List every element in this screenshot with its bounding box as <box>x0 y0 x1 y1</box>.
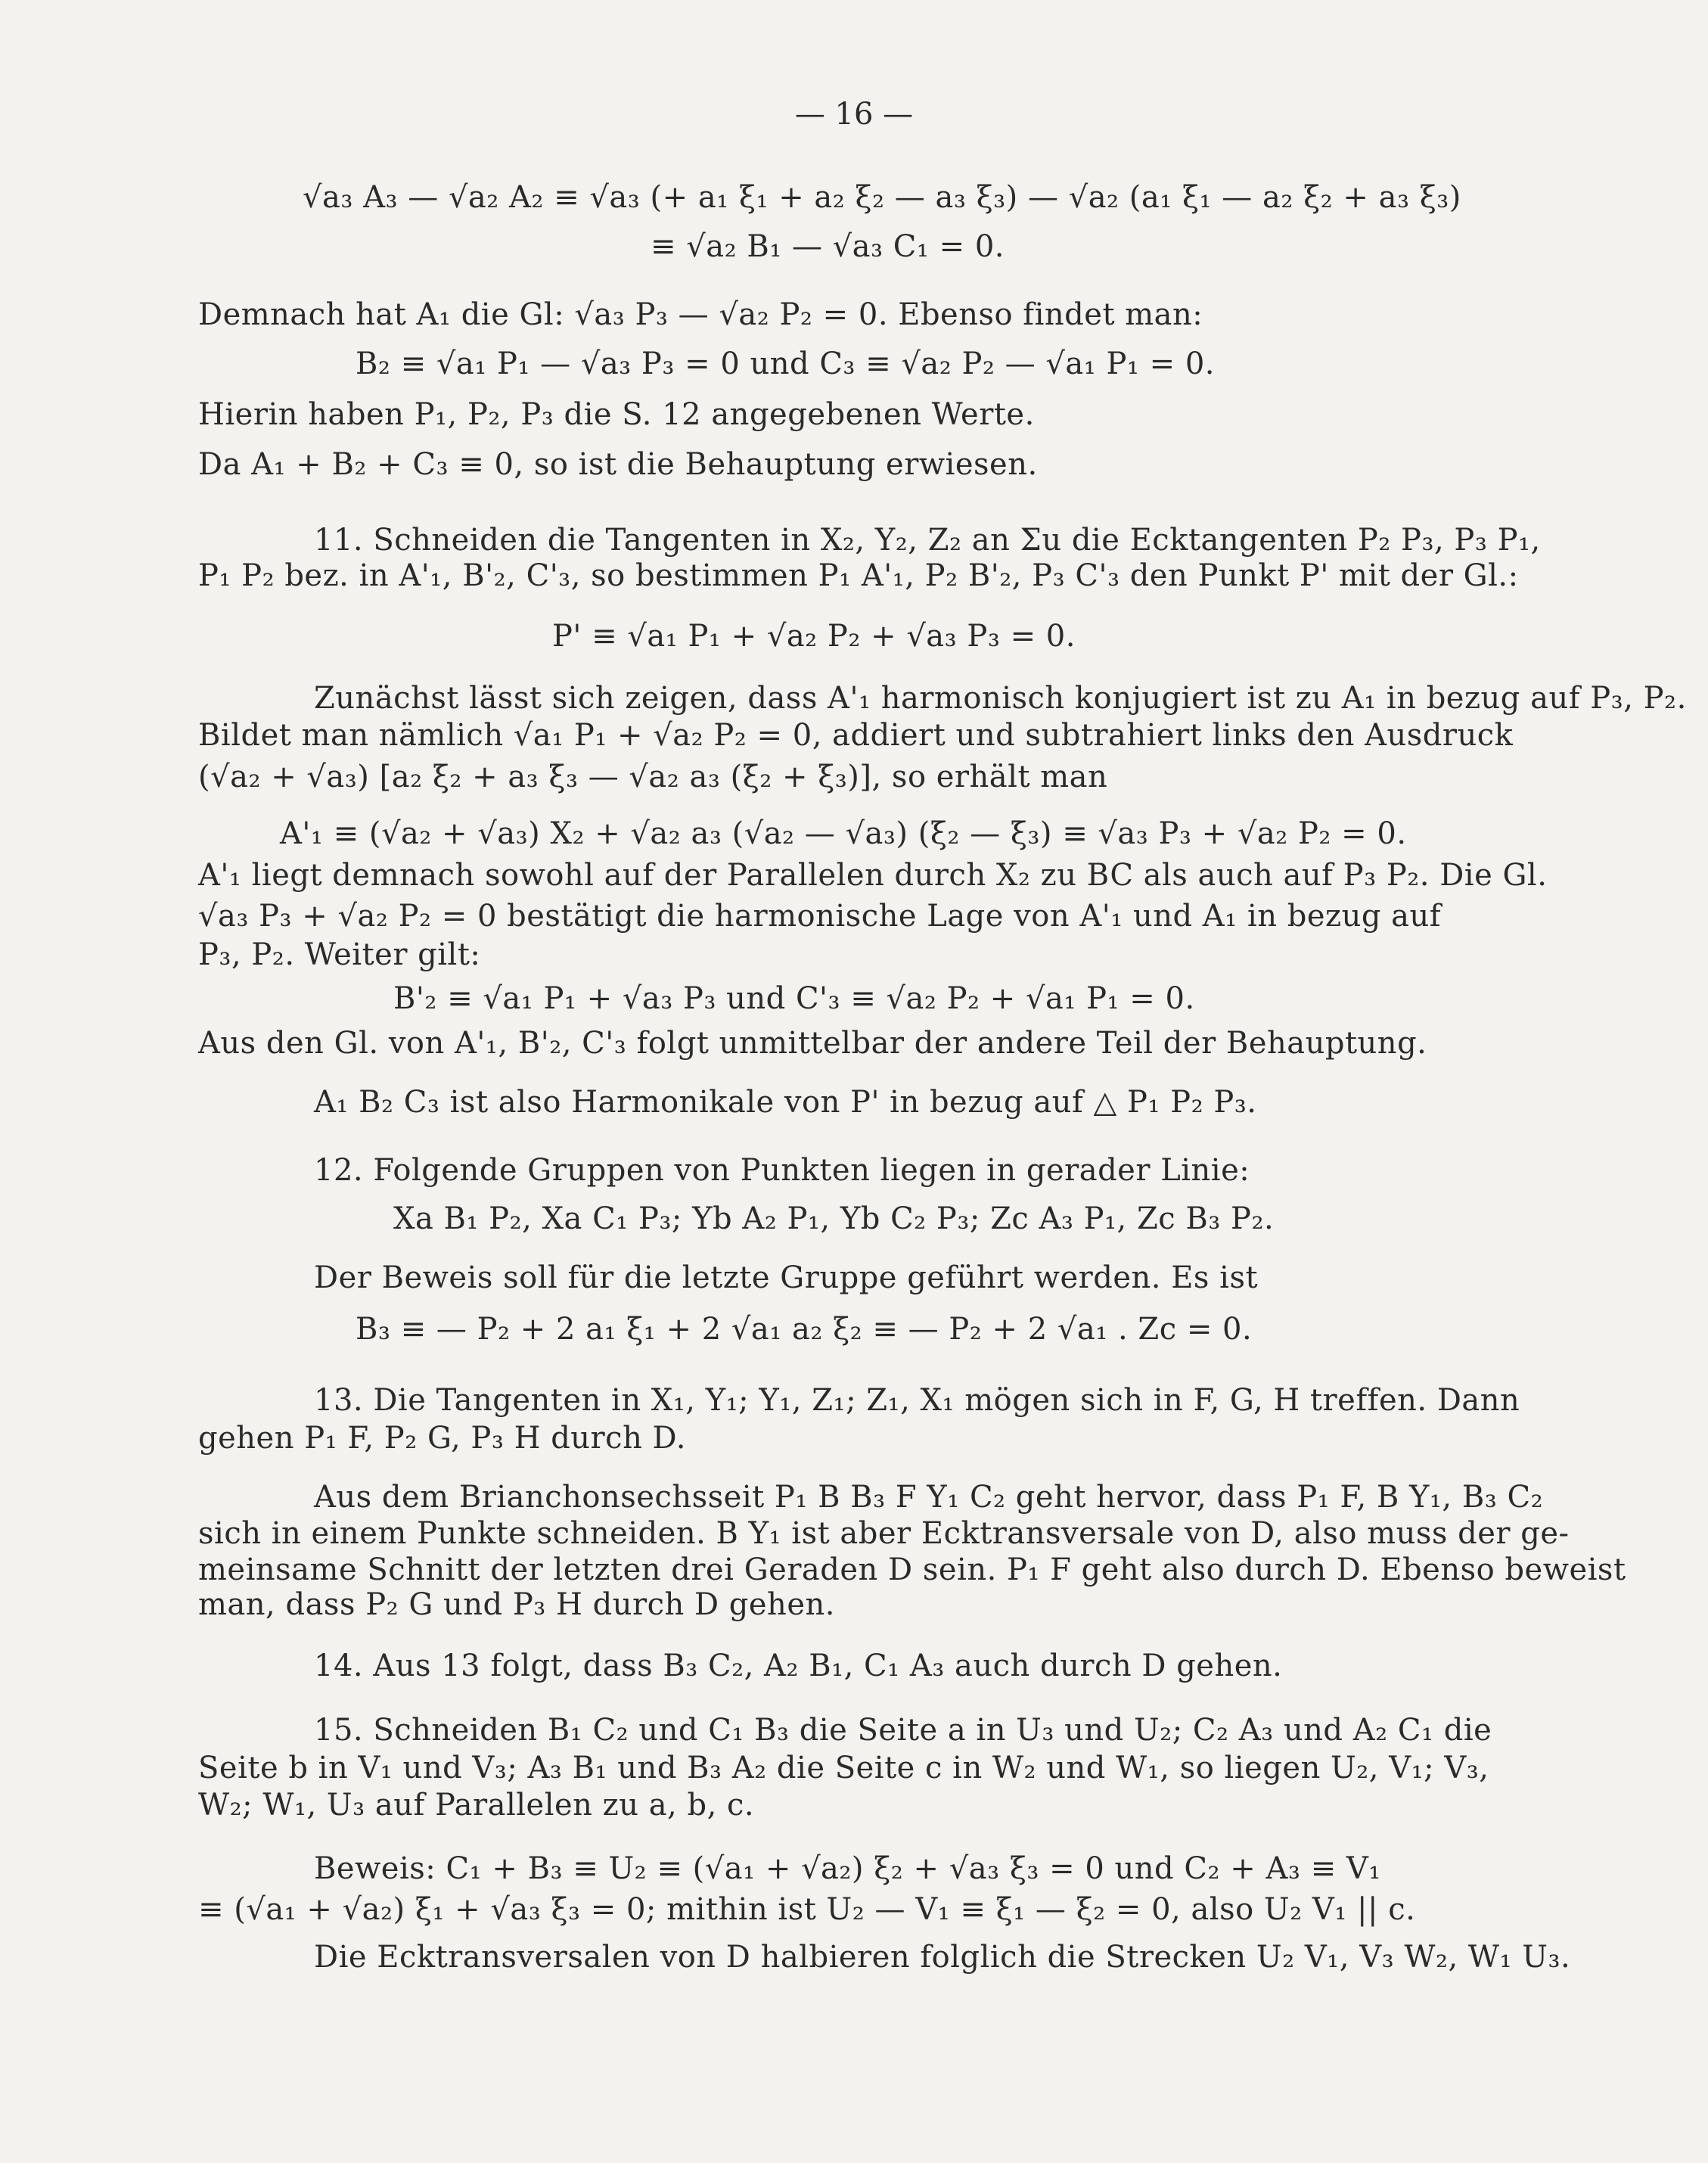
text-line: Aus dem Brianchonsechsseit P₁ B B₃ F Y₁ C₂ geht hervor, dass P₁ F, B Y₁, B₃ C₂ <box>314 1480 1544 1515</box>
text-line: √a₃ P₃ + √a₂ P₂ = 0 bestätigt die harmonische Lage von A'₁ und A₁ in bezug auf <box>198 899 1442 934</box>
formula-line: Beweis: C₁ + B₃ ≡ U₂ ≡ (√a₁ + √a₂) ξ₂ + √a₃ ξ₃ = 0 und C₂ + A₃ ≡ V₁ <box>314 1851 1381 1886</box>
text-line: A₁ B₂ C₃ ist also Harmonikale von P' in bezug auf △ P₁ P₂ P₃. <box>314 1085 1257 1120</box>
text-line: P₁ P₂ bez. in A'₁, B'₂, C'₃, so bestimmen P₁ A'₁, P₂ B'₂, P₃ C'₃ den Punkt P' mit der Gl.: <box>198 558 1519 593</box>
formula-line: ≡ (√a₁ + √a₂) ξ₁ + √a₃ ξ₃ = 0; mithin ist U₂ — V₁ ≡ ξ₁ — ξ₂ = 0, also U₂ V₁ || c. <box>198 1892 1416 1927</box>
formula-line: (√a₂ + √a₃) [a₂ ξ₂ + a₃ ξ₃ — √a₂ a₃ (ξ₂ + ξ₃)], so erhält man <box>198 760 1108 794</box>
formula-line: A'₁ ≡ (√a₂ + √a₃) X₂ + √a₂ a₃ (√a₂ — √a₃) (ξ₂ — ξ₃) ≡ √a₃ P₃ + √a₂ P₂ = 0. <box>280 816 1407 851</box>
formula-line: ≡ √a₂ B₁ — √a₃ C₁ = 0. <box>651 229 1005 264</box>
text-line: Aus den Gl. von A'₁, B'₂, C'₃ folgt unmittelbar der andere Teil der Behauptung. <box>198 1026 1427 1061</box>
text-line: P₃, P₂. Weiter gilt: <box>198 937 481 972</box>
text-line: 15. Schneiden B₁ C₂ und C₁ B₃ die Seite a in U₃ und U₂; C₂ A₃ und A₂ C₁ die <box>314 1713 1492 1748</box>
text-line: meinsame Schnitt der letzten drei Geraden D sein. P₁ F geht also durch D. Ebenso beweist <box>198 1552 1626 1587</box>
formula-line: B₃ ≡ — P₂ + 2 a₁ ξ₁ + 2 √a₁ a₂ ξ₂ ≡ — P₂ + 2 √a₁ . Zc = 0. <box>356 1312 1253 1347</box>
text-line: sich in einem Punkte schneiden. B Y₁ ist aber Ecktransversale von D, also muss der ge- <box>198 1516 1570 1551</box>
text-line: Zunächst lässt sich zeigen, dass A'₁ harmonisch konjugiert ist zu A₁ in bezug auf P₃, P₂. <box>314 681 1687 716</box>
text-line: man, dass P₂ G und P₃ H durch D gehen. <box>198 1587 835 1622</box>
text-line: Seite b in V₁ und V₃; A₃ B₁ und B₃ A₂ die Seite c in W₂ und W₁, so liegen U₂, V₁; V₃, <box>198 1751 1489 1785</box>
text-line: 13. Die Tangenten in X₁, Y₁; Y₁, Z₁; Z₁, X₁ mögen sich in F, G, H treffen. Dann <box>314 1383 1520 1418</box>
text-line: Hierin haben P₁, P₂, P₃ die S. 12 angegebenen Werte. <box>198 397 1035 432</box>
text-line: 11. Schneiden die Tangenten in X₂, Y₂, Z₂ an Σu die Ecktangenten P₂ P₃, P₃ P₁, <box>314 523 1541 558</box>
formula-line: √a₃ A₃ — √a₂ A₂ ≡ √a₃ (+ a₁ ξ₁ + a₂ ξ₂ — a₃ ξ₃) — √a₂ (a₁ ξ₁ — a₂ ξ₂ + a₃ ξ₃) <box>303 180 1461 215</box>
text-line: Da A₁ + B₂ + C₃ ≡ 0, so ist die Behauptung erwiesen. <box>198 447 1038 482</box>
formula-line: B'₂ ≡ √a₁ P₁ + √a₃ P₃ und C'₃ ≡ √a₂ P₂ + √a₁ P₁ = 0. <box>393 981 1195 1016</box>
text-line: Die Ecktransversalen von D halbieren folglich die Strecken U₂ V₁, V₃ W₂, W₁ U₃. <box>314 1940 1571 1975</box>
text-line: W₂; W₁, U₃ auf Parallelen zu a, b, c. <box>198 1788 755 1823</box>
text-line: Der Beweis soll für die letzte Gruppe geführt werden. Es ist <box>314 1260 1259 1295</box>
formula-line: B₂ ≡ √a₁ P₁ — √a₃ P₃ = 0 und C₃ ≡ √a₂ P₂ — √a₁ P₁ = 0. <box>356 347 1216 381</box>
formula-line: P' ≡ √a₁ P₁ + √a₂ P₂ + √a₃ P₃ = 0. <box>552 619 1076 654</box>
text-line: 12. Folgende Gruppen von Punkten liegen in gerader Linie: <box>314 1153 1250 1188</box>
text-line: 14. Aus 13 folgt, dass B₃ C₂, A₂ B₁, C₁ A₃ auch durch D gehen. <box>314 1649 1283 1683</box>
text-line: Bildet man nämlich √a₁ P₁ + √a₂ P₂ = 0, addiert und subtrahiert links den Ausdruck <box>198 718 1514 753</box>
text-line: A'₁ liegt demnach sowohl auf der Parallelen durch X₂ zu BC als auch auf P₃ P₂. Die Gl. <box>198 858 1548 893</box>
text-line: gehen P₁ F, P₂ G, P₃ H durch D. <box>198 1421 686 1456</box>
formula-line: Xa B₁ P₂, Xa C₁ P₃; Yb A₂ P₁, Yb C₂ P₃; Zc A₃ P₁, Zc B₃ P₂. <box>393 1201 1275 1236</box>
page-number: — 16 — <box>794 97 914 132</box>
text-line: Demnach hat A₁ die Gl: √a₃ P₃ — √a₂ P₂ = 0. Ebenso findet man: <box>198 297 1203 332</box>
